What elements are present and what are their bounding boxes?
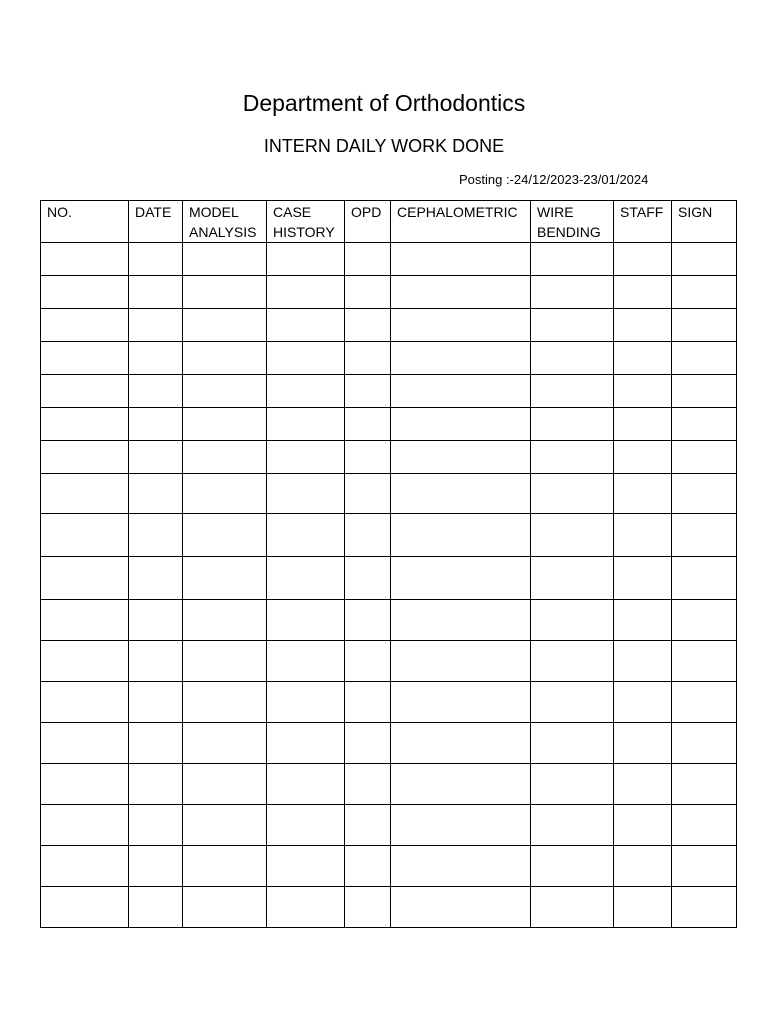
table-row (41, 805, 737, 846)
table-cell (391, 342, 531, 375)
table-cell (614, 600, 672, 641)
table-cell (41, 805, 129, 846)
table-cell (41, 342, 129, 375)
table-cell (614, 641, 672, 682)
table-cell (41, 723, 129, 764)
table-cell (267, 441, 345, 474)
table-cell (183, 846, 267, 887)
table-cell (41, 375, 129, 408)
table-cell (345, 846, 391, 887)
table-cell (531, 408, 614, 441)
table-cell (614, 243, 672, 276)
column-header-date: DATE (129, 201, 183, 243)
table-cell (41, 309, 129, 342)
table-cell (672, 276, 737, 309)
table-cell (345, 682, 391, 723)
table-cell (614, 682, 672, 723)
table-cell (345, 641, 391, 682)
table-cell (183, 514, 267, 557)
table-cell (614, 846, 672, 887)
column-header-no: NO. (41, 201, 129, 243)
table-row (41, 276, 737, 309)
table-cell (391, 514, 531, 557)
table-cell (672, 375, 737, 408)
posting-period: Posting :-24/12/2023-23/01/2024 (459, 172, 649, 187)
table-cell (345, 600, 391, 641)
table-row (41, 441, 737, 474)
form-subtitle: INTERN DAILY WORK DONE (263, 136, 505, 156)
table-row (41, 243, 737, 276)
table-body (41, 243, 737, 928)
table-cell (267, 682, 345, 723)
table-cell (267, 474, 345, 514)
table-cell (531, 375, 614, 408)
table-cell (672, 846, 737, 887)
table-cell (672, 723, 737, 764)
table-cell (391, 887, 531, 928)
table-cell (129, 723, 183, 764)
table-cell (41, 887, 129, 928)
table-cell (614, 276, 672, 309)
table-cell (672, 342, 737, 375)
table-row (41, 557, 737, 600)
table-cell (267, 557, 345, 600)
table-cell (129, 342, 183, 375)
table-cell (391, 441, 531, 474)
table-cell (531, 342, 614, 375)
table-cell (391, 641, 531, 682)
table-cell (614, 557, 672, 600)
column-header-case-history: CASE HISTORY (267, 201, 345, 243)
table-cell (129, 764, 183, 805)
table-cell (129, 408, 183, 441)
table-cell (41, 600, 129, 641)
table-cell (183, 375, 267, 408)
table-cell (672, 805, 737, 846)
table-cell (345, 243, 391, 276)
table-cell (267, 887, 345, 928)
table-cell (531, 276, 614, 309)
table-cell (183, 243, 267, 276)
table-cell (267, 243, 345, 276)
table-cell (531, 514, 614, 557)
table-cell (531, 723, 614, 764)
table-cell (531, 805, 614, 846)
table-cell (614, 309, 672, 342)
header-row (41, 201, 737, 243)
table-cell (345, 764, 391, 805)
table-row (41, 682, 737, 723)
table-cell (41, 514, 129, 557)
column-header-sign: SIGN (672, 201, 737, 243)
table-cell (531, 887, 614, 928)
table-cell (614, 474, 672, 514)
table-cell (345, 514, 391, 557)
table-row (41, 342, 737, 375)
table-cell (41, 557, 129, 600)
table-cell (129, 805, 183, 846)
table-cell (391, 600, 531, 641)
table-cell (267, 846, 345, 887)
table-cell (41, 441, 129, 474)
table-cell (345, 342, 391, 375)
table-cell (672, 887, 737, 928)
table-cell (345, 805, 391, 846)
table-cell (614, 514, 672, 557)
table-cell (345, 723, 391, 764)
table-cell (672, 474, 737, 514)
table-cell (129, 276, 183, 309)
table-cell (267, 805, 345, 846)
table-cell (614, 408, 672, 441)
table-cell (391, 764, 531, 805)
table-cell (129, 441, 183, 474)
table-cell (183, 474, 267, 514)
page-title: Department of Orthodontics (242, 90, 526, 116)
table-cell (267, 514, 345, 557)
table-cell (672, 600, 737, 641)
table-cell (345, 474, 391, 514)
table-cell (129, 243, 183, 276)
table-cell (391, 474, 531, 514)
table-cell (183, 723, 267, 764)
table-row (41, 309, 737, 342)
table-cell (183, 557, 267, 600)
table-cell (41, 846, 129, 887)
table-cell (129, 682, 183, 723)
table-cell (183, 764, 267, 805)
column-header-model-analysis: MODEL ANALYSIS (183, 201, 267, 243)
table-row (41, 600, 737, 641)
table-cell (391, 243, 531, 276)
table-cell (345, 557, 391, 600)
table-row (41, 514, 737, 557)
table-cell (41, 243, 129, 276)
table-cell (267, 342, 345, 375)
table-cell (614, 805, 672, 846)
table-cell (672, 514, 737, 557)
table-cell (183, 805, 267, 846)
table-cell (672, 641, 737, 682)
table-cell (391, 557, 531, 600)
table-cell (267, 723, 345, 764)
table-cell (672, 764, 737, 805)
table-cell (672, 682, 737, 723)
table-cell (345, 408, 391, 441)
column-header-cephalometric: CEPHALOMETRIC (391, 201, 531, 243)
table-cell (614, 375, 672, 408)
table-cell (614, 342, 672, 375)
table-cell (345, 441, 391, 474)
table-cell (183, 276, 267, 309)
table-cell (531, 846, 614, 887)
table-row (41, 375, 737, 408)
table-cell (41, 276, 129, 309)
table-cell (345, 309, 391, 342)
table-cell (183, 600, 267, 641)
table-cell (614, 441, 672, 474)
table-cell (267, 641, 345, 682)
table-cell (129, 887, 183, 928)
table-cell (129, 641, 183, 682)
table-cell (391, 682, 531, 723)
table-cell (41, 682, 129, 723)
table-row (41, 723, 737, 764)
table-cell (345, 276, 391, 309)
table-cell (183, 887, 267, 928)
table-cell (391, 846, 531, 887)
table-cell (531, 641, 614, 682)
table-cell (531, 441, 614, 474)
table-cell (391, 408, 531, 441)
table-cell (531, 474, 614, 514)
table-cell (672, 243, 737, 276)
table-cell (531, 764, 614, 805)
table-row (41, 641, 737, 682)
table-cell (391, 723, 531, 764)
table-cell (183, 309, 267, 342)
table-cell (391, 375, 531, 408)
table-cell (531, 600, 614, 641)
column-header-staff: STAFF (614, 201, 672, 243)
table-cell (531, 682, 614, 723)
table-cell (41, 408, 129, 441)
work-log-table (40, 200, 737, 928)
column-header-opd: OPD (345, 201, 391, 243)
table-cell (41, 474, 129, 514)
table-cell (391, 309, 531, 342)
table-cell (345, 887, 391, 928)
table-cell (41, 641, 129, 682)
table-cell (614, 764, 672, 805)
table-cell (129, 846, 183, 887)
table-cell (267, 375, 345, 408)
table-cell (183, 441, 267, 474)
table-cell (531, 309, 614, 342)
table-row (41, 887, 737, 928)
table-cell (129, 600, 183, 641)
table-cell (129, 557, 183, 600)
table-cell (614, 887, 672, 928)
table-cell (531, 243, 614, 276)
table-cell (531, 557, 614, 600)
table-cell (129, 309, 183, 342)
table-row (41, 764, 737, 805)
table-cell (391, 276, 531, 309)
table-cell (183, 641, 267, 682)
table-row (41, 408, 737, 441)
table-cell (41, 764, 129, 805)
table-cell (267, 276, 345, 309)
table-cell (267, 600, 345, 641)
table-cell (672, 408, 737, 441)
table-cell (129, 474, 183, 514)
table-cell (345, 375, 391, 408)
table-cell (129, 375, 183, 408)
table-cell (672, 557, 737, 600)
table-row (41, 474, 737, 514)
table-cell (267, 764, 345, 805)
table-cell (183, 408, 267, 441)
table-cell (391, 805, 531, 846)
table-cell (183, 682, 267, 723)
table-cell (267, 309, 345, 342)
table-row (41, 846, 737, 887)
table-cell (672, 309, 737, 342)
table-cell (183, 342, 267, 375)
table-cell (672, 441, 737, 474)
table-cell (129, 514, 183, 557)
column-header-wire-bending: WIRE BENDING (531, 201, 614, 243)
table-cell (267, 408, 345, 441)
table-cell (614, 723, 672, 764)
